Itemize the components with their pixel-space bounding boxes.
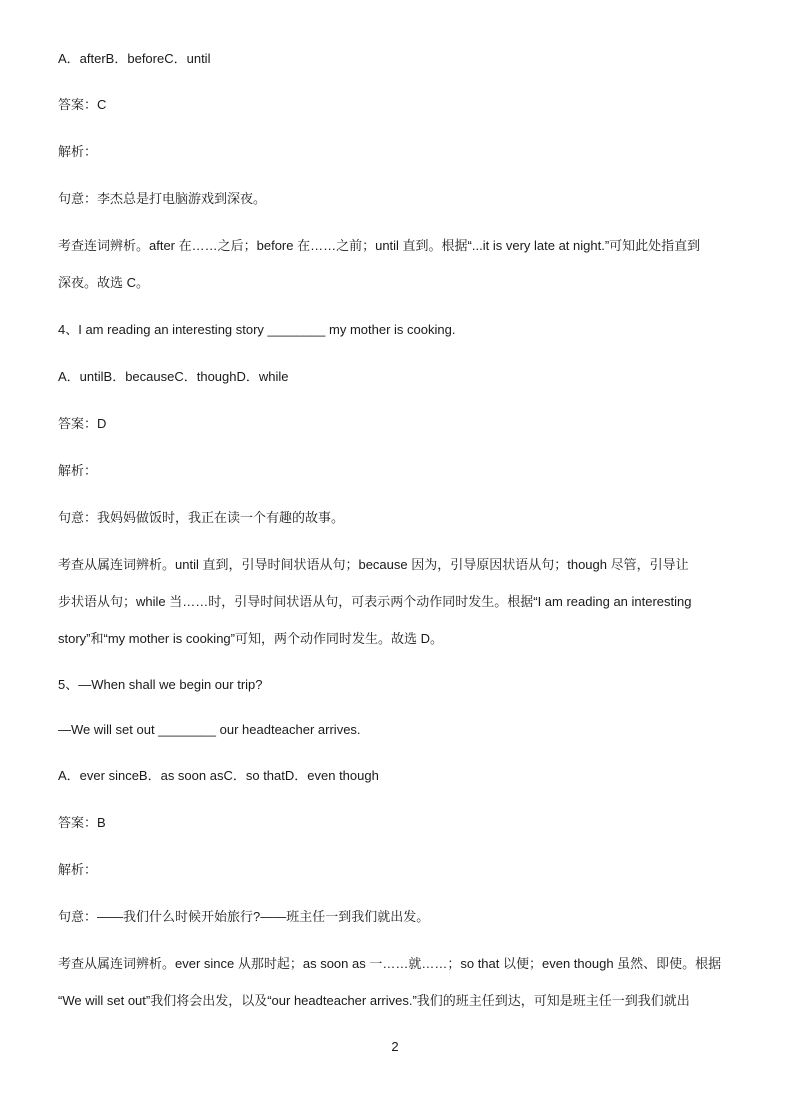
q4-explanation-3: story”和“my mother is cooking”可知，两个动作同时发生。故选 D。 — [58, 631, 443, 646]
q3-answer: 答案：C — [58, 97, 107, 112]
q5-explanation-1: 考查从属连词辨析。ever since 从那时起；as soon as 一……就……；so that 以便；even though 虽然、即使。根据 — [58, 956, 722, 971]
q5-question-2: —We will set out ________ our headteacher arrives. — [58, 722, 361, 737]
q4-explanation-1: 考查从属连词辨析。until 直到，引导时间状语从句；because 因为，引导原因状语从句；though 尽管，引导让 — [58, 557, 689, 572]
q5-question-1: 5、—When shall we begin our trip? — [58, 677, 263, 692]
q4-analysis-label: 解析： — [58, 463, 98, 478]
q3-analysis-label: 解析： — [58, 144, 98, 159]
q3-explanation-1: 考查连词辨析。after 在……之后；before 在……之前；until 直到。根据“...it is very late at night.”可知此处指直到 — [58, 238, 701, 253]
q3-options: A．afterB．beforeC．until — [58, 51, 211, 66]
q4-options: A．untilB．becauseC．thoughD．while — [58, 369, 289, 384]
q3-meaning: 句意：李杰总是打电脑游戏到深夜。 — [58, 191, 267, 206]
q5-meaning: 句意：——我们什么时候开始旅行?——班主任一到我们就出发。 — [58, 909, 430, 924]
q3-explanation-2: 深夜。故选 C。 — [58, 275, 150, 290]
q5-options: A．ever sinceB．as soon asC．so thatD．even though — [58, 768, 379, 783]
q4-question: 4、I am reading an interesting story ________ my mother is cooking. — [58, 322, 456, 337]
q5-answer: 答案：B — [58, 815, 106, 830]
q4-meaning: 句意：我妈妈做饭时，我正在读一个有趣的故事。 — [58, 510, 345, 525]
page-number: 2 — [391, 1039, 399, 1054]
q5-analysis-label: 解析： — [58, 862, 98, 877]
q4-explanation-2: 步状语从句；while 当……时，引导时间状语从句，可表示两个动作同时发生。根据“I am reading an interesting — [58, 594, 692, 609]
q4-answer: 答案：D — [58, 416, 107, 431]
q5-explanation-2: “We will set out”我们将会出发，以及“our headteacher arrives.”我们的班主任到达，可知是班主任一到我们就出 — [58, 993, 690, 1008]
